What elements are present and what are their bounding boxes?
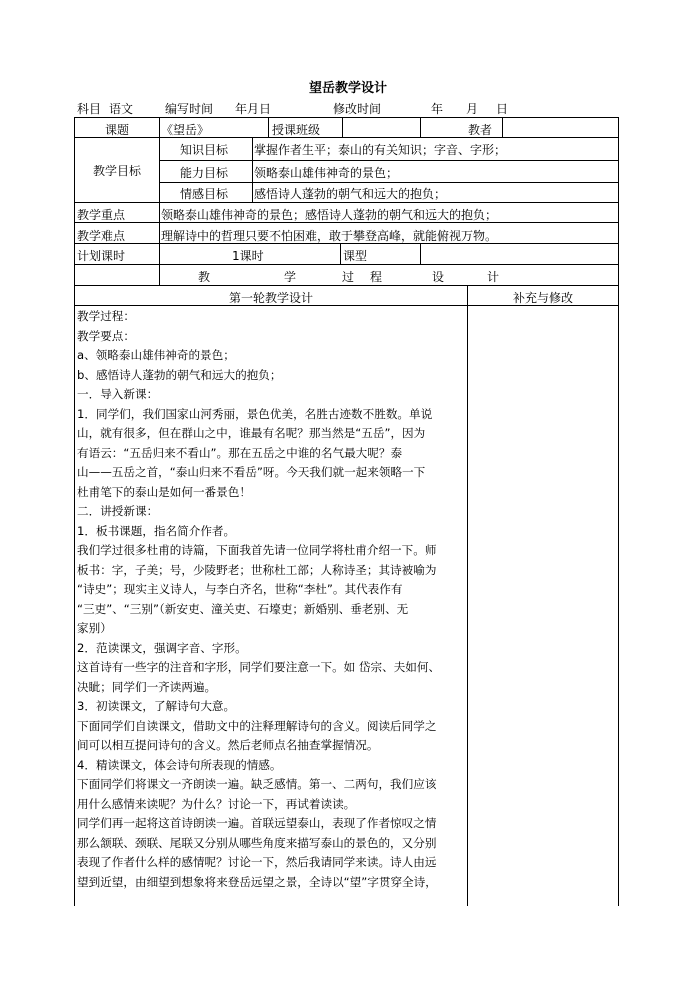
grid-line <box>340 243 341 264</box>
grid-line <box>342 117 343 137</box>
body-line: 望到近望，由细望到想象将来登岳远望之景，全诗以“望”字贯穿全诗， <box>77 874 437 889</box>
body-line: 山——五岳之首，“泰山归来不看岳”呀。今天我们就一起来领略一下 <box>77 465 426 479</box>
body-line: 那么颔联、颈联、尾联又分别从哪些角度来描写泰山的景色的，又分别 <box>77 835 437 850</box>
body-line: 2．范读课文，强调字音、字形。 <box>77 640 247 655</box>
body-line: 山，就有很多，但在群山之中，谁最有名呢？那当然是“五岳”，因为 <box>77 426 426 440</box>
process-char: 计 <box>487 270 500 284</box>
page-title: 望岳教学设计 <box>308 81 387 96</box>
compile-date: 年月日 <box>235 102 272 116</box>
goal-value: 掌握作者生平；泰山的有关知识；字音、字形； <box>254 143 507 157</box>
grid-line <box>74 285 619 286</box>
teacher-label: 教者 <box>468 123 493 137</box>
body-line: “诗史”；现实主义诗人，与李白齐名，世称“李杜”。其代表作有 <box>77 582 403 596</box>
goal-value: 领略泰山雄伟神奇的景色； <box>254 166 399 180</box>
body-line: “三吏”、“三别”（新安吏、潼关吏、石壕吏；新婚别、垂老别、无 <box>77 601 409 616</box>
revise-time-label: 修改时间 <box>333 102 382 116</box>
supplement-header: 补充与修改 <box>512 291 573 305</box>
body-line: 1．同学们，我们国家山河秀丽，景色优美，名胜古迹数不胜数。单说 <box>77 406 433 421</box>
body-line: 板书：字，子美；号，少陵野老；世称杜工部；人称诗圣；其诗被喻为 <box>77 562 437 577</box>
body-line: 家别） <box>77 621 112 635</box>
body-line: 3．初读课文，了解诗句大意。 <box>77 699 236 713</box>
grid-line <box>74 117 75 906</box>
grid-line <box>159 182 619 183</box>
body-line: 杜甫笔下的泰山是如何一番景色！ <box>77 484 251 499</box>
grid-line <box>467 285 468 906</box>
grid-line <box>268 117 269 137</box>
grid-line <box>74 117 619 118</box>
body-line: 教学过程： <box>77 309 135 323</box>
subject-label: 科目 <box>77 102 102 116</box>
revise-day: 日 <box>496 102 509 116</box>
goal-name: 能力目标 <box>180 166 229 180</box>
topic-label: 课题 <box>104 123 129 137</box>
body-line: 下面同学们将课文一齐朗读一遍。缺乏感情。第一、二两句，我们应该 <box>77 777 437 791</box>
compile-time-label: 编写时间 <box>165 102 214 116</box>
process-char: 设 <box>432 270 445 284</box>
body-line: 决眦；同学们一齐读两遍。 <box>77 679 217 694</box>
grid-line <box>502 117 503 137</box>
body-line: 我们学过很多杜甫的诗篇，下面我首先请一位同学将杜甫介绍一下。师 <box>77 543 437 557</box>
type-label: 课型 <box>343 249 368 263</box>
body-line: a、领略泰山雄伟神奇的景色； <box>77 348 235 362</box>
body-line: 一．导入新课： <box>77 387 159 401</box>
grid-line <box>420 117 421 137</box>
body-line: 同学们再一起将这首诗朗读一遍。首联远望泰山，表现了作者惊叹之情 <box>77 816 437 830</box>
process-char: 过 <box>342 270 355 284</box>
body-line: 用什么感情来读呢？为什么？讨论一下，再试着读读。 <box>77 796 356 811</box>
hours-value: 1课时 <box>232 249 264 263</box>
body-line: 这首诗有一些字的注音和字形，同学们要注意一下。如 岱宗、夫如何、 <box>77 660 441 674</box>
revise-year: 年 <box>431 102 444 116</box>
subject-value: 语文 <box>109 102 134 116</box>
body-line: 表现了作者什么样的感情呢？讨论一下，然后我请同学来读。诗人由远 <box>77 855 437 869</box>
class-label: 授课班级 <box>272 123 321 137</box>
difficult-label: 教学难点 <box>77 229 126 243</box>
goals-label: 教学目标 <box>92 164 141 178</box>
process-char: 程 <box>370 270 383 284</box>
grid-line <box>252 137 253 202</box>
lesson-body <box>77 307 467 892</box>
key-value: 领略泰山雄伟神奇的景色；感悟诗人蓬勃的朝气和远大的抱负； <box>161 208 498 222</box>
grid-line <box>74 202 619 203</box>
grid-line <box>74 264 619 265</box>
goal-name: 情感目标 <box>180 187 229 201</box>
body-line: 有语云：“五岳归来不看山”。那在五岳之中谁的名气最大呢？泰 <box>77 445 403 460</box>
body-line: 二．讲授新课： <box>77 504 159 518</box>
grid-line <box>159 117 160 285</box>
topic-value: 《望岳》 <box>161 123 210 137</box>
body-line: 4．精读课文，体会诗句所表现的情感。 <box>77 757 282 772</box>
body-line: 下面同学们自读课文，借助文中的注释理解诗句的含义。阅读后同学之 <box>77 718 437 733</box>
body-line: b、感悟诗人蓬勃的朝气和远大的抱负； <box>77 367 282 382</box>
revise-month: 月 <box>466 102 479 116</box>
process-char: 教 <box>198 270 211 284</box>
body-line: 1．板书课题，指名简介作者。 <box>77 523 236 538</box>
grid-line <box>618 117 619 906</box>
body-line: 间可以相互提问诗句的含义。然后老师点名抽查掌握情况。 <box>77 738 379 752</box>
body-line: 教学要点： <box>77 328 135 343</box>
goal-value: 感悟诗人蓬勃的朝气和远大的抱负； <box>254 187 447 201</box>
key-label: 教学重点 <box>77 208 126 222</box>
goal-name: 知识目标 <box>180 143 229 157</box>
process-char: 学 <box>284 270 297 284</box>
hours-label: 计划课时 <box>77 249 126 263</box>
difficult-value: 理解诗中的哲理只要不怕困难，敢于攀登高峰，就能俯视万物。 <box>161 229 498 243</box>
first-round-header: 第一轮教学设计 <box>228 291 313 305</box>
grid-line <box>159 160 619 161</box>
grid-line <box>420 243 421 264</box>
